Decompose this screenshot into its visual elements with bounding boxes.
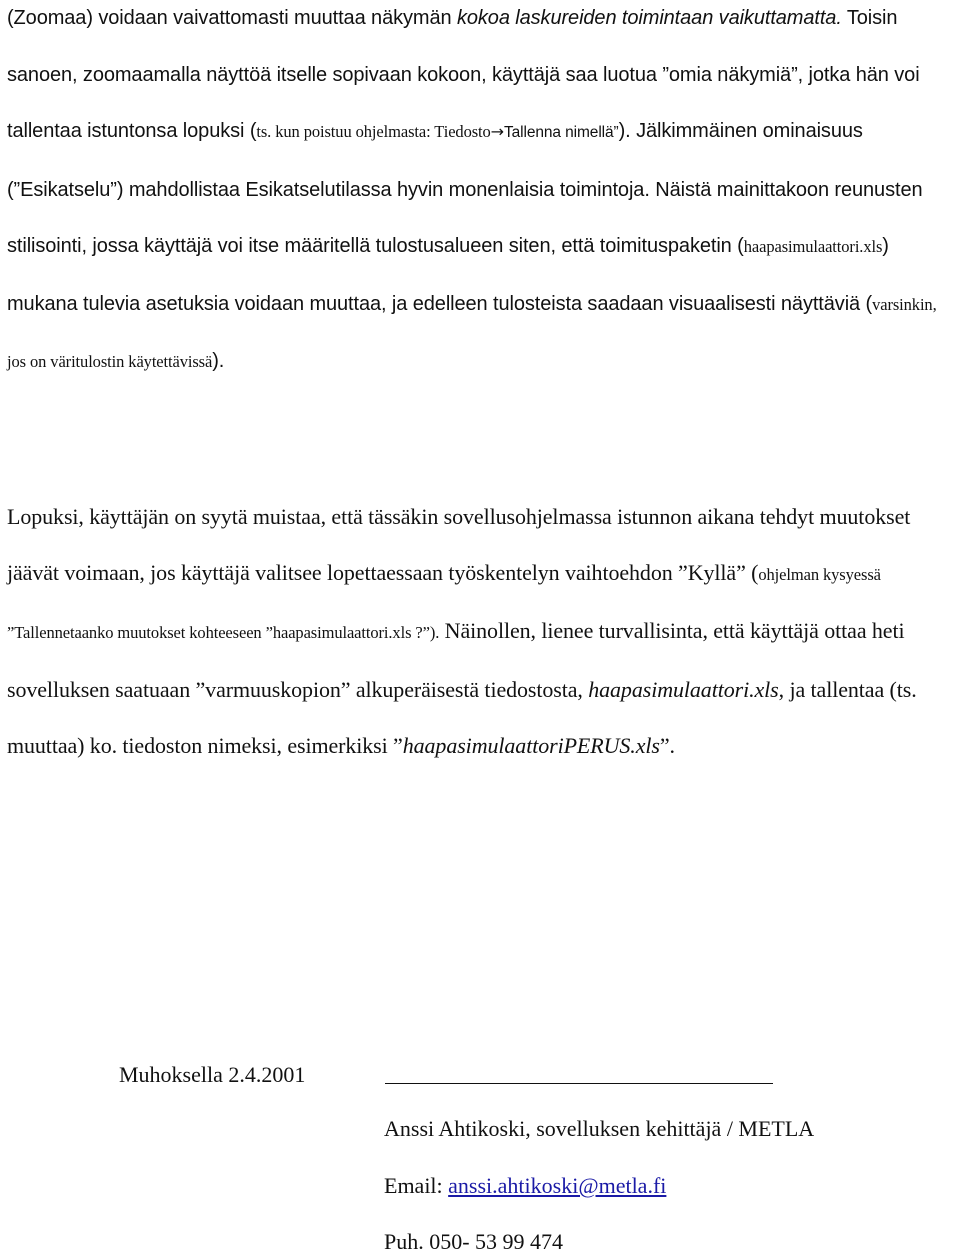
- signer-name-title: Anssi Ahtikoski, sovelluksen kehittäjä / METLA: [384, 1116, 815, 1141]
- email-label: Email:: [384, 1173, 449, 1198]
- text-backup: Näinollen, lienee turvallisinta, että käyttäjä ottaa heti sovelluksen saatuaan ”varmuuskopion” alkuperäisestä tiedostosta,: [7, 618, 905, 702]
- text-filename-italic: haapasimulaattori.xls: [588, 676, 779, 702]
- email-line: [384, 1173, 666, 1199]
- text-zoom-italic: kokoa laskureiden toimintaan vaikuttamatta.: [456, 7, 842, 29]
- email-link[interactable]: anssi.ahtikoski@metla.fi: [448, 1173, 667, 1198]
- paragraph-save-notice: [7, 489, 957, 774]
- text-preview: Jälkimmäinen ominaisuus (”Esikatselu”) mahdollistaa Esikatselutilassa hyvin monenlaisia toimintoja. Näistä mainittakoon reunusten stilisointi, jossa käyttäjä voi itse määritellä tulostusalueen siten, että toimituspaketin (: [7, 120, 923, 257]
- text-save-prompt: ohjelman kysyessä ”Tallennetaanko muutokset kohteeseen ”haapasimulaattori.xls ?”: [7, 565, 881, 643]
- text-settings: ) mukana tulevia asetuksia voidaan muuttaa, ja edelleen tulosteista saadaan visuaalisesti näyttäviä (: [7, 235, 889, 315]
- text-views: Toisin sanoen, zoomaamalla näyttöä itselle sopivaan kokoon, käyttäjä saa luotua ”omia näkymiä”, jotka hän voi tallentaa istuntonsa lopuksi (: [7, 7, 920, 142]
- text-end: ”.: [659, 732, 675, 758]
- text-close-paren-3: ).: [429, 623, 440, 643]
- signature-line: [385, 1083, 773, 1084]
- text-color-printer: varsinkin, jos on väritulostin käytettävissä: [7, 294, 937, 371]
- text-zoom: (Zoomaa) voidaan vaivattomasti muuttaa näkymän: [7, 7, 457, 29]
- text-menu-save-as: Tallenna nimellä”: [503, 124, 619, 141]
- phone-number: Puh. 050- 53 99 474: [384, 1229, 564, 1254]
- text-menu-path: ts. kun poistuu ohjelmasta: Tiedosto: [256, 122, 491, 141]
- paragraph-view-features: [7, 0, 957, 391]
- text-save-changes: Lopuksi, käyttäjän on syytä muistaa, että tässäkin sovellusohjelmassa istunnon aikana tehdyt muutokset jäävät voimaan, jos käyttäjä valitsee lopettaessaan työskentelyn vaihtoehdon ”Kyllä” (: [7, 504, 911, 586]
- text-rename: , ja tallentaa (ts. muuttaa) ko. tiedoston nimeksi, esimerkiksi ”: [7, 676, 917, 758]
- text-close-paren: ).: [618, 120, 631, 142]
- arrow-right-icon: →: [490, 122, 504, 141]
- text-backup-filename: haapasimulaattoriPERUS.xls: [402, 732, 660, 758]
- text-filename: haapasimulaattori.xls: [743, 237, 883, 256]
- text-close-paren-2: ).: [212, 350, 225, 372]
- place-date: Muhoksella 2.4.2001: [119, 1062, 306, 1087]
